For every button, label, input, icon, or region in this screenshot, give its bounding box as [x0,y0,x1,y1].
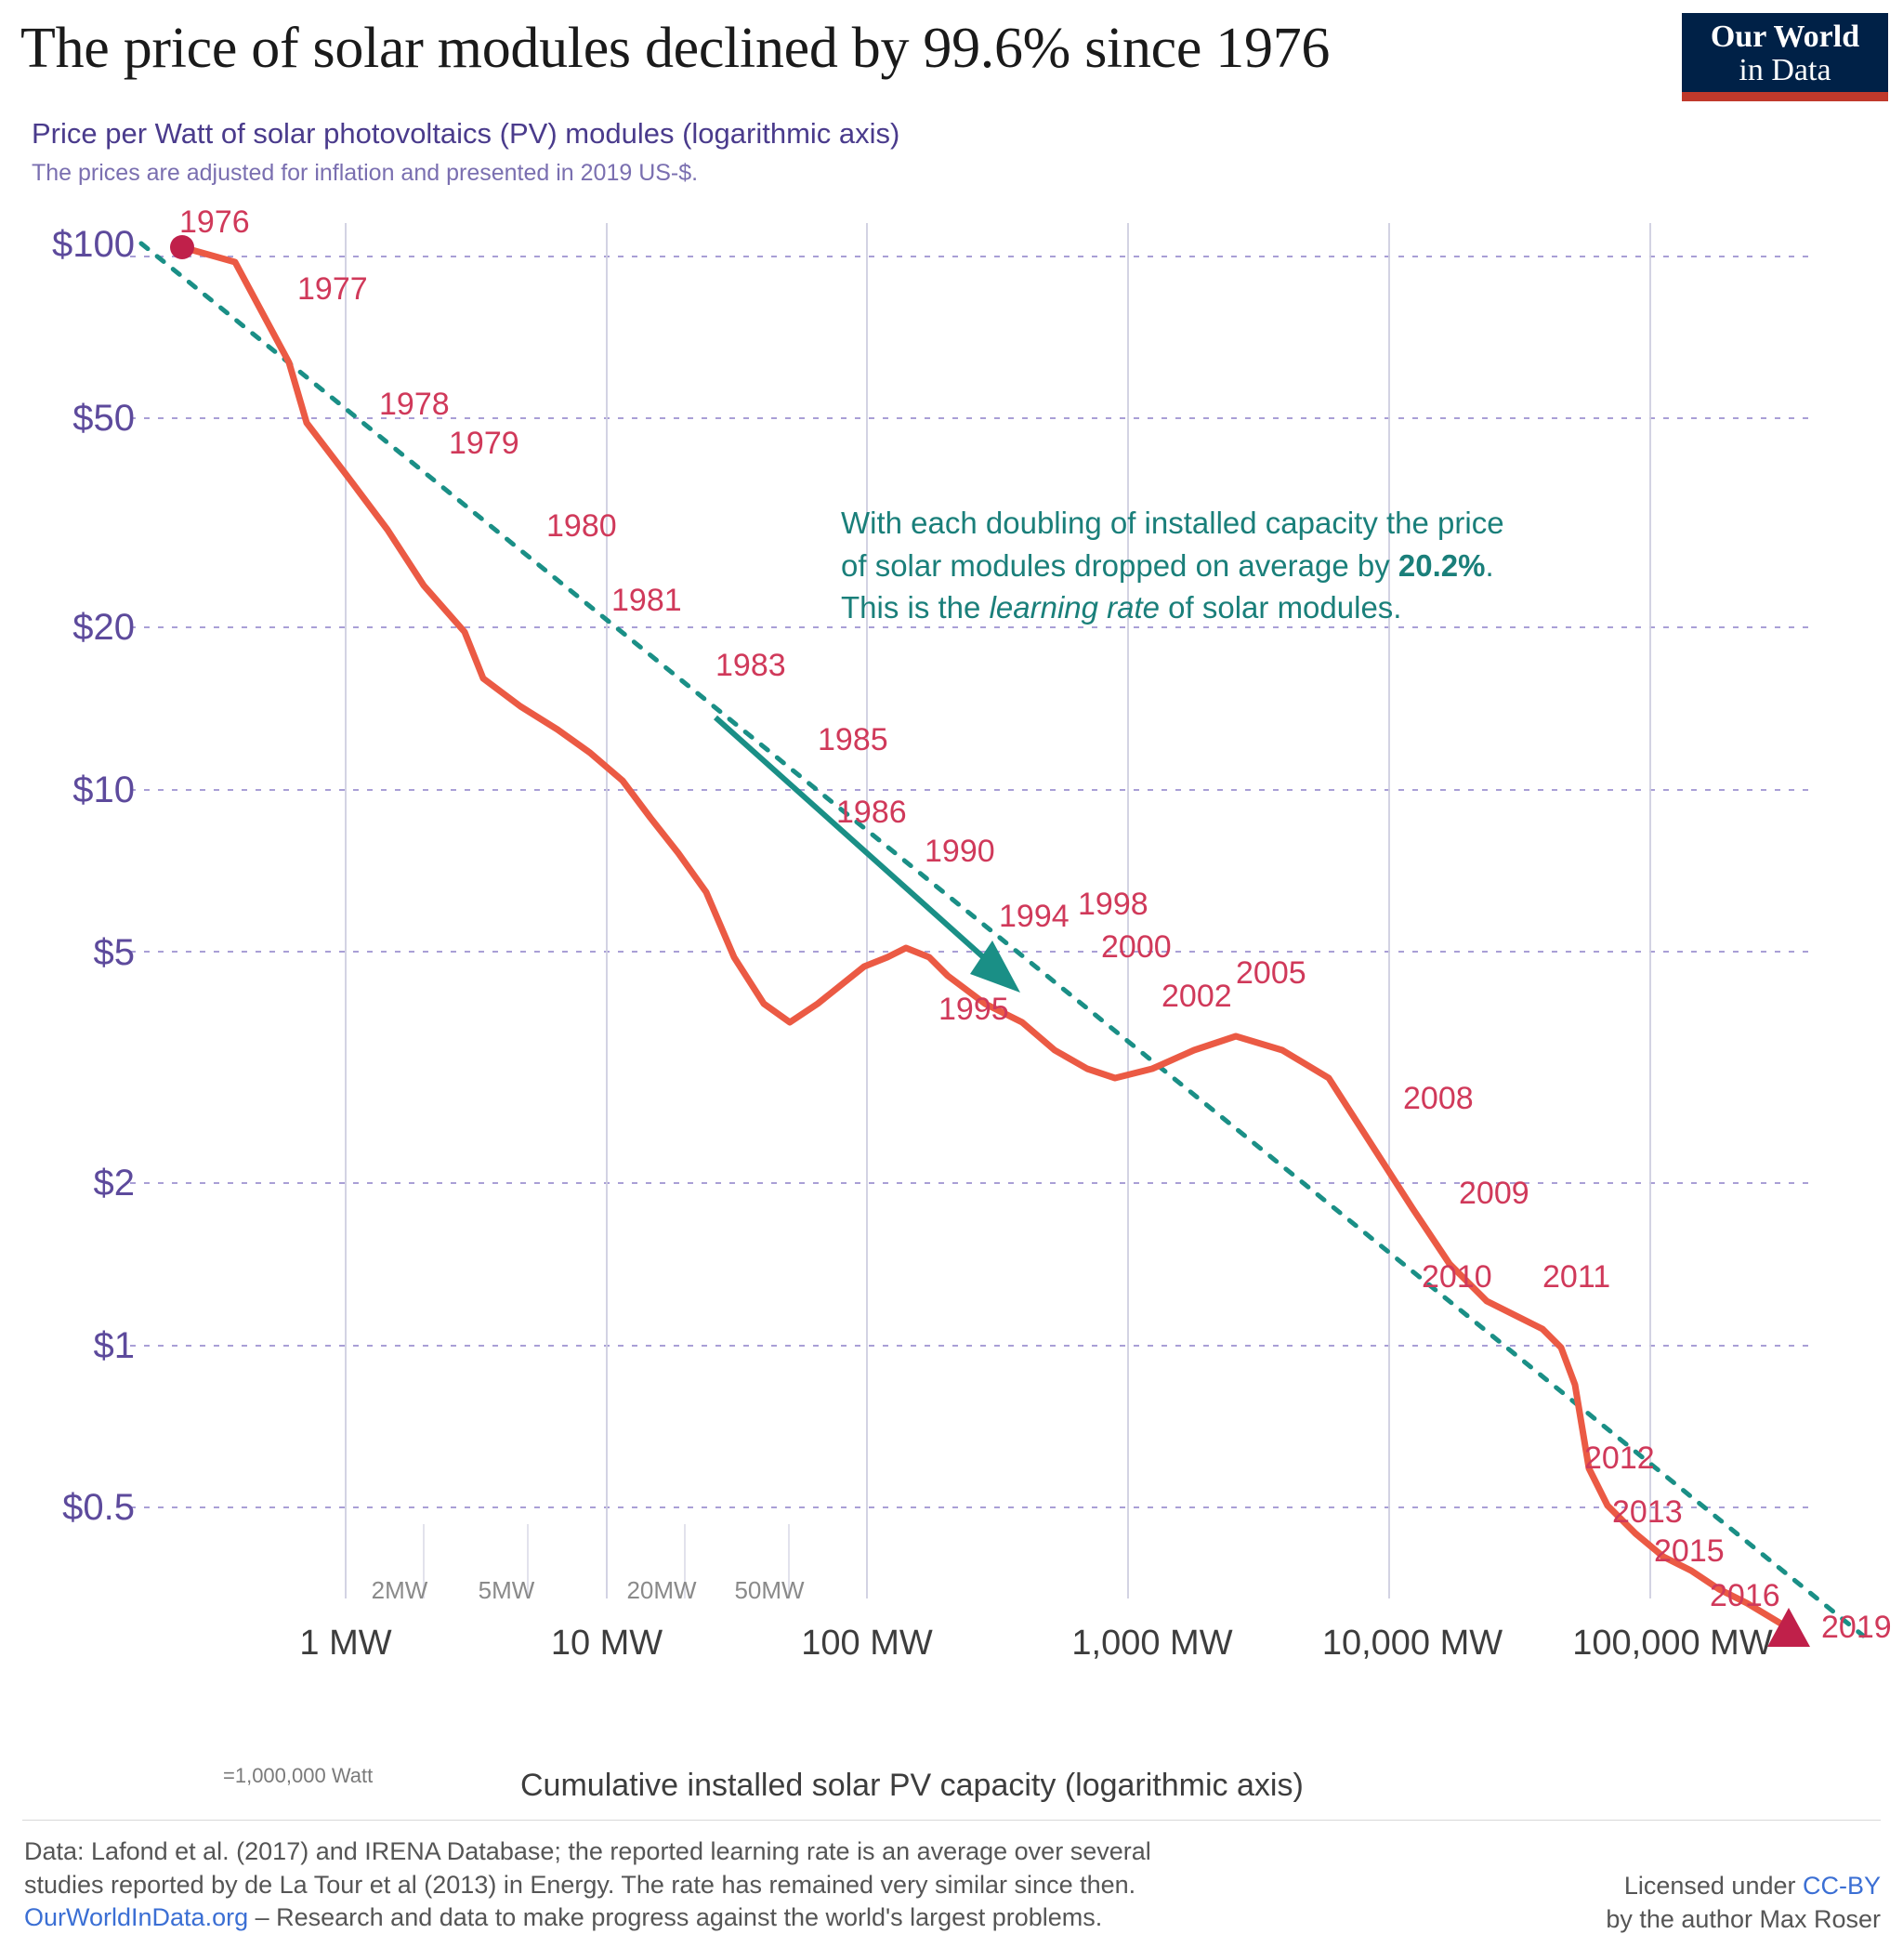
footer-notes [24,1835,1511,1935]
x-minor-ticks [372,1576,805,1604]
trend-line [141,243,1863,1636]
svg-text:100 MW: 100 MW [801,1624,933,1663]
footer-divider [22,1820,1881,1821]
svg-text:2008: 2008 [1403,1081,1474,1116]
x-major-ticks [299,1624,1772,1663]
author-credit: by the author Max Roser [1606,1904,1881,1933]
svg-text:$10: $10 [72,770,135,810]
svg-text:1983: 1983 [715,648,786,683]
svg-text:1994: 1994 [999,899,1070,934]
cc-by-link[interactable]: CC-BY [1802,1872,1881,1900]
chart-plot-area [0,186,1903,1766]
svg-text:1976: 1976 [179,204,250,240]
owid-site-link[interactable]: OurWorldInData.org [24,1903,249,1932]
svg-text:$5: $5 [93,932,135,973]
svg-text:1986: 1986 [836,795,907,830]
svg-text:1978: 1978 [379,387,450,422]
price-series-line [182,247,1789,1628]
svg-text:2MW: 2MW [371,1576,428,1604]
svg-text:1980: 1980 [546,508,617,544]
svg-text:1985: 1985 [818,722,888,757]
svg-text:50MW: 50MW [734,1576,805,1604]
svg-text:$1: $1 [93,1325,135,1366]
annotation-arrow-head [970,941,1020,993]
svg-text:2002: 2002 [1161,979,1232,1014]
annotation-line-3c: of solar modules. [1160,590,1402,625]
svg-text:2015: 2015 [1654,1533,1725,1569]
svg-text:1990: 1990 [925,834,995,869]
svg-text:$2: $2 [93,1163,135,1204]
svg-text:20MW: 20MW [626,1576,697,1604]
footer-line-3-rest: – Research and data to make progress against the world's largest problems. [248,1903,1103,1932]
footer-line-1: Data: Lafond et al. (2017) and IRENA Database; the reported learning rate is an average over several [24,1837,1151,1865]
svg-text:5MW: 5MW [478,1576,535,1604]
x-axis-label: Cumulative installed solar PV capacity (logarithmic axis) [520,1768,1304,1803]
page-title: The price of solar modules declined by 99.6% since 1976 [20,17,1331,80]
svg-text:2009: 2009 [1459,1176,1529,1211]
logo-line-2: in Data [1739,52,1831,87]
svg-text:1 MW: 1 MW [299,1624,392,1663]
chart-subtitle: Price per Watt of solar photovoltaics (PV) modules (logarithmic axis) [32,117,900,150]
annotation-line-1: With each doubling of installed capacity the price [841,506,1504,540]
svg-text:2016: 2016 [1710,1578,1780,1613]
svg-text:2019: 2019 [1821,1610,1892,1645]
svg-text:2013: 2013 [1612,1494,1683,1530]
svg-text:2010: 2010 [1422,1259,1492,1295]
mw-note: =1,000,000 Watt [223,1764,374,1787]
license-prefix: Licensed under [1623,1872,1803,1900]
end-point-marker [1767,1608,1810,1647]
svg-text:2000: 2000 [1101,929,1172,965]
svg-text:2011: 2011 [1542,1259,1611,1295]
logo-line-1: Our World [1710,20,1860,54]
svg-text:1977: 1977 [297,271,368,307]
svg-text:10 MW: 10 MW [550,1624,663,1663]
annotation-line-2c: . [1485,547,1494,583]
svg-text:1998: 1998 [1078,887,1148,922]
svg-text:2005: 2005 [1236,955,1306,991]
svg-text:1979: 1979 [449,426,519,461]
learning-rate-annotation [841,502,1705,629]
owid-logo[interactable] [1682,13,1888,101]
svg-text:$100: $100 [52,224,135,265]
svg-text:1981: 1981 [611,583,682,618]
annotation-learning-rate-value: 20.2% [1398,547,1486,583]
chart-subsubtitle: The prices are adjusted for inflation and presented in 2019 US-$. [32,160,699,186]
svg-text:100,000 MW: 100,000 MW [1572,1624,1773,1663]
svg-text:1,000 MW: 1,000 MW [1071,1624,1233,1663]
annotation-learning-rate-term: learning rate [989,590,1161,625]
point-labels [179,204,1892,1645]
footer-line-2: studies reported by de La Tour et al (2013) in Energy. The rate has remained very similar since then. [24,1870,1136,1899]
svg-text:10,000 MW: 10,000 MW [1321,1624,1503,1663]
annotation-line-3a: This is the [841,590,990,625]
svg-text:$20: $20 [72,607,135,648]
svg-text:$50: $50 [72,398,135,439]
svg-text:1995: 1995 [938,992,1009,1027]
svg-text:$0.5: $0.5 [62,1487,135,1528]
svg-text:2012: 2012 [1584,1440,1655,1476]
annotation-line-2a: of solar modules dropped on average by [841,547,1398,583]
license-notice [1606,1870,1881,1936]
